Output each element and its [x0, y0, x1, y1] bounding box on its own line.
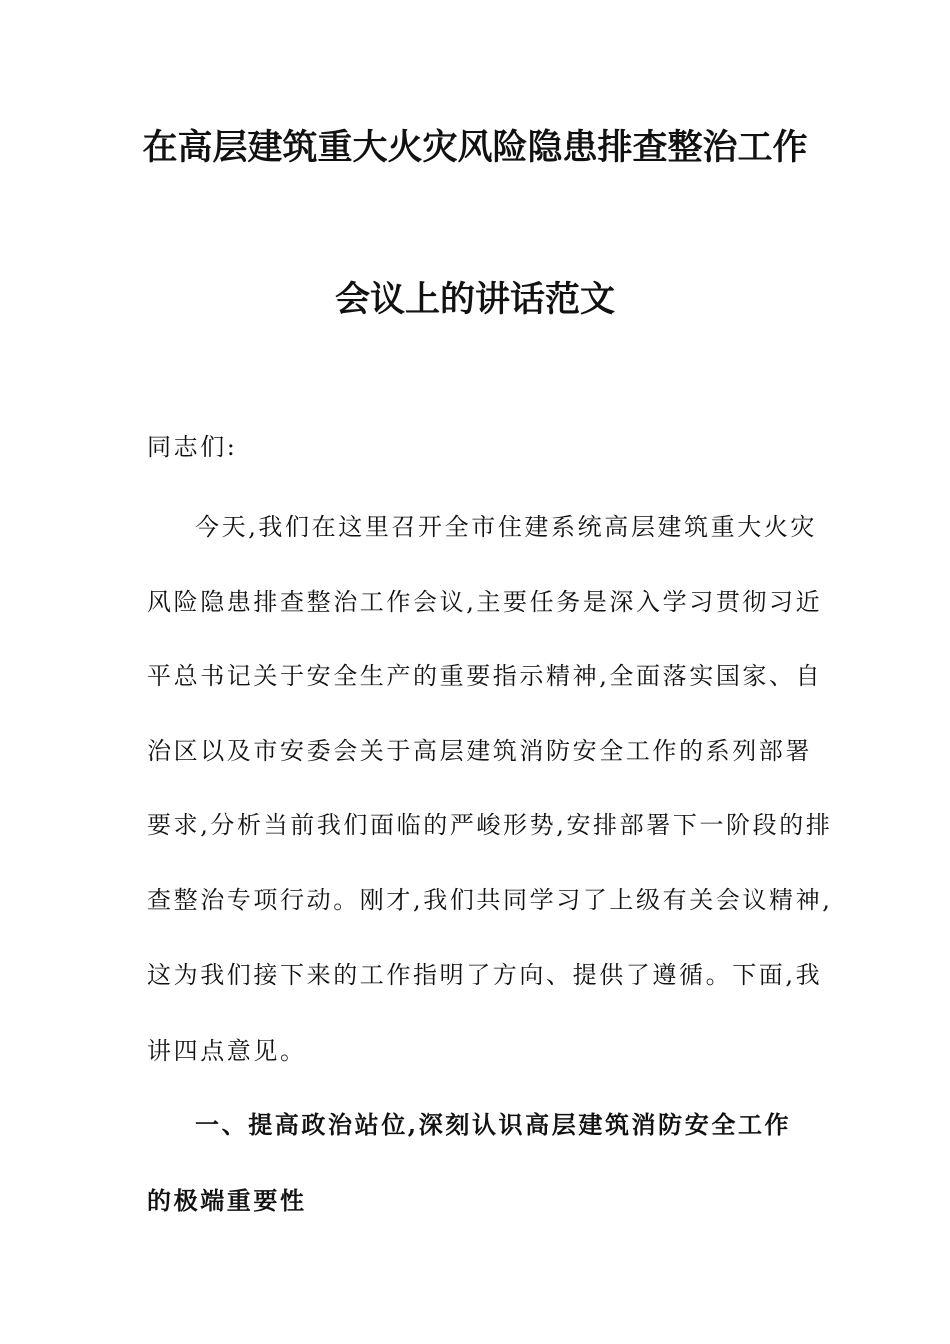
- paragraph-line: 风险隐患排查整治工作会议,主要任务是深入学习贯彻习近: [147, 588, 823, 616]
- salutation: 同志们:: [147, 433, 238, 461]
- paragraph-line: 治区以及市安委会关于高层建筑消防安全工作的系列部署: [147, 737, 812, 765]
- document-title-line-2: 会议上的讲话范文: [334, 280, 615, 320]
- paragraph-line: 查整治专项行动。刚才,我们共同学习了上级有关会议精神,: [147, 886, 833, 914]
- paragraph-line: 讲四点意见。: [147, 1037, 307, 1065]
- paragraph-line: 要求,分析当前我们面临的严峻形势,安排部署下一阶段的排: [147, 811, 833, 839]
- paragraph-line: 今天,我们在这里召开全市住建系统高层建筑重大火灾: [195, 513, 818, 541]
- paragraph-line: 平总书记关于安全生产的重要指示精神,全面落实国家、自: [147, 662, 823, 690]
- section-heading-line: 一、提高政治站位,深刻认识高层建筑消防安全工作: [195, 1110, 792, 1139]
- section-heading-line: 的极端重要性: [147, 1186, 307, 1215]
- document-title-line-1: 在高层建筑重大火灾风险隐患排查整治工作: [142, 128, 808, 168]
- paragraph-line: 这为我们接下来的工作指明了方向、提供了遵循。下面,我: [147, 961, 823, 989]
